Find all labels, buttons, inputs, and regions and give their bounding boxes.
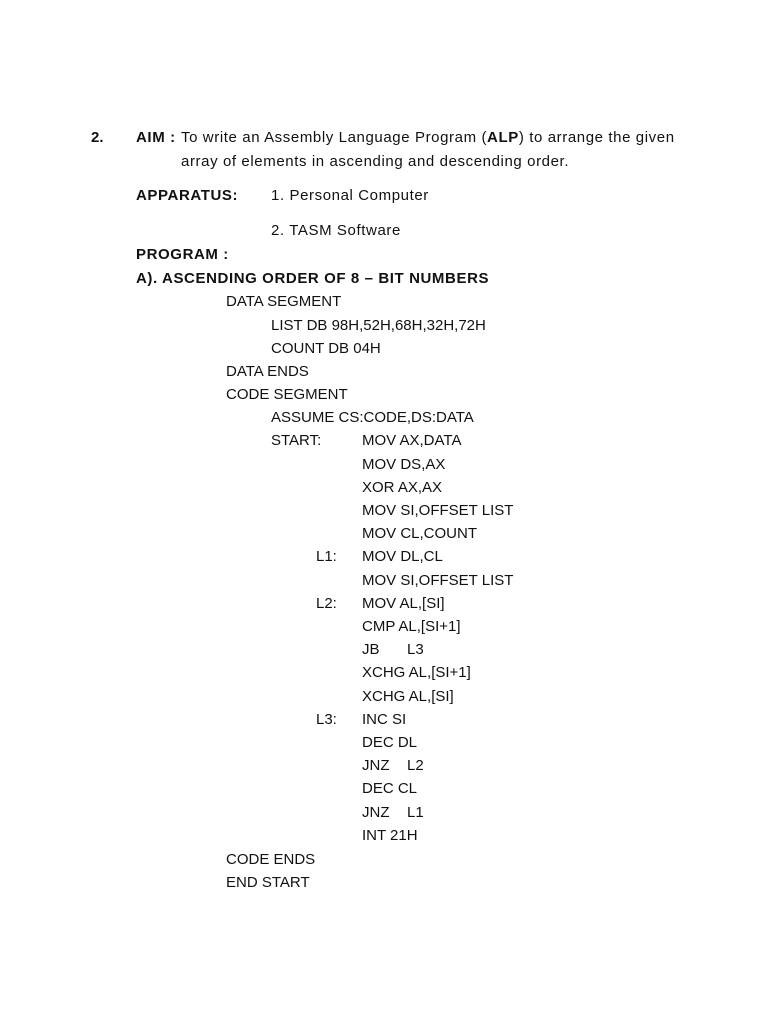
aim-text-line2: array of elements in ascending and descending order. (181, 153, 570, 170)
code-line-end-start: END START (226, 874, 310, 891)
code-instr-15-op: JNZ (362, 757, 390, 774)
code-instr-2: MOV DS,AX (362, 456, 446, 473)
code-instr-13: INC SI (362, 711, 407, 728)
aim-label: AIM : (136, 129, 176, 146)
code-instr-18: INT 21H (362, 827, 418, 844)
code-instr-1: MOV AX,DATA (362, 432, 462, 449)
aim-text-line1: To write an Assembly Language Program (ALP) to arrange the given (181, 129, 675, 146)
code-line-count-decl: COUNT DB 04H (271, 340, 381, 357)
code-instr-11: XCHG AL,[SI+1] (362, 664, 471, 681)
code-instr-4: MOV SI,OFFSET LIST (362, 502, 514, 519)
code-instr-16: DEC CL (362, 780, 418, 797)
program-label: PROGRAM : (136, 246, 229, 263)
code-instr-15-arg: L2 (407, 757, 424, 774)
code-line-assume: ASSUME CS:CODE,DS:DATA (271, 409, 474, 426)
code-instr-5: MOV CL,COUNT (362, 525, 478, 542)
code-instr-10-op: JB (362, 641, 380, 658)
code-label-l1: L1: (316, 548, 337, 565)
code-label-l3: L3: (316, 711, 337, 728)
code-line-data-segment: DATA SEGMENT (226, 293, 342, 310)
experiment-number: 2. (91, 129, 104, 146)
code-instr-14: DEC DL (362, 734, 418, 751)
code-instr-7: MOV SI,OFFSET LIST (362, 572, 514, 589)
apparatus-item-2: 2. TASM Software (271, 222, 401, 239)
code-line-code-segment: CODE SEGMENT (226, 386, 348, 403)
code-instr-9: CMP AL,[SI+1] (362, 618, 461, 635)
code-line-data-ends: DATA ENDS (226, 363, 309, 380)
code-line-list-decl: LIST DB 98H,52H,68H,32H,72H (271, 317, 486, 334)
code-label-l2: L2: (316, 595, 337, 612)
code-instr-8: MOV AL,[SI] (362, 595, 445, 612)
code-instr-10-arg: L3 (407, 641, 424, 658)
code-label-start: START: (271, 432, 322, 449)
code-instr-17-arg: L1 (407, 804, 424, 821)
code-instr-6: MOV DL,CL (362, 548, 443, 565)
code-instr-12: XCHG AL,[SI] (362, 688, 454, 705)
apparatus-item-1: 1. Personal Computer (271, 187, 429, 204)
code-instr-3: XOR AX,AX (362, 479, 443, 496)
code-line-code-ends: CODE ENDS (226, 851, 316, 868)
apparatus-label: APPARATUS: (136, 187, 239, 204)
code-instr-17-op: JNZ (362, 804, 390, 821)
section-title: A). ASCENDING ORDER OF 8 – BIT NUMBERS (136, 270, 490, 287)
